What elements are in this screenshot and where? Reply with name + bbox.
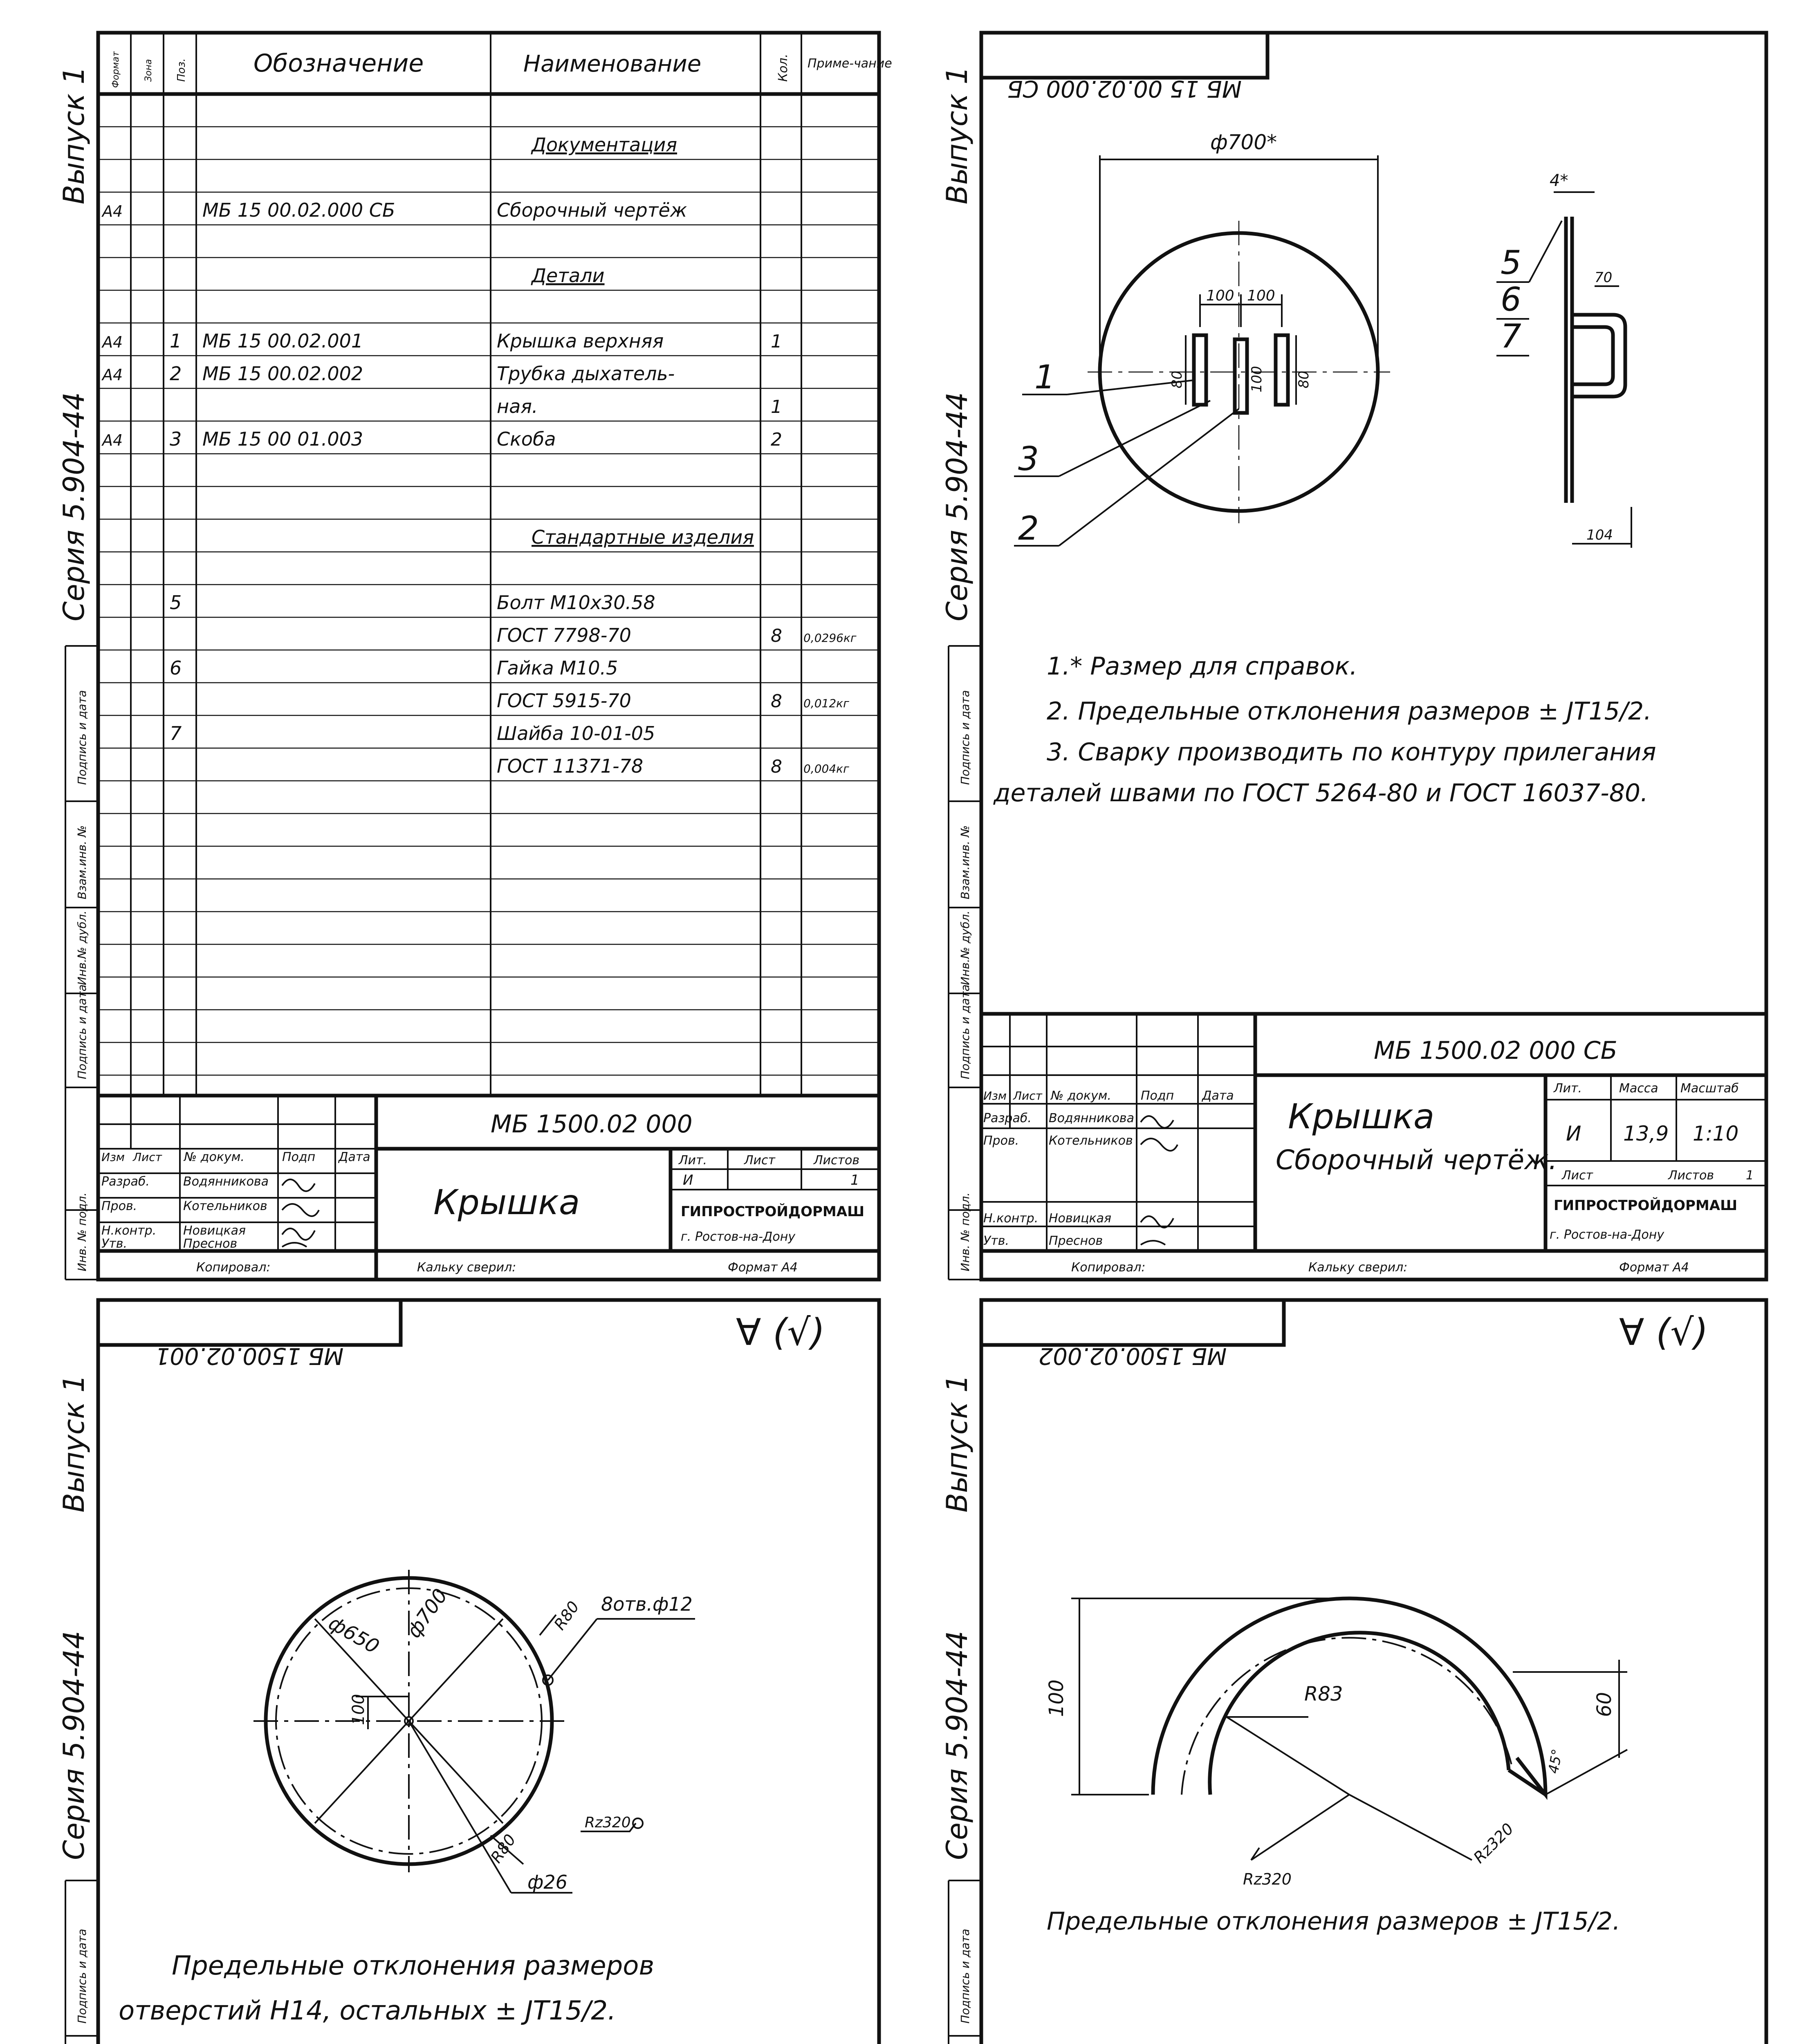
s2-callout-2: 2: [1018, 509, 1039, 547]
tb1-format: Формат А4: [728, 1260, 798, 1275]
spec-name-cell: Шайба 10-01-05: [497, 722, 655, 744]
spec-name-cell: Документация: [532, 134, 677, 156]
sheet-specification: [57, 33, 892, 1280]
s4-side-series: Серия 5.904-44: [940, 1631, 974, 1860]
spec-designation-cell: МБ 15 00.02.001: [202, 330, 363, 352]
tb1-utv-name: Преснов: [183, 1237, 238, 1251]
s2-centerlines: [1088, 221, 1390, 523]
spec-note-cell: 0,004кг: [803, 762, 849, 775]
spec-name-cell: ГОСТ 11371-78: [497, 755, 644, 777]
tb1-nkontr: Н.контр.: [101, 1224, 157, 1238]
s4-rz-1: Rz320: [1243, 1870, 1292, 1888]
s2-dim-4: 4*: [1550, 171, 1568, 190]
tb2-listov-label: Листов: [1668, 1168, 1714, 1183]
spec-qty-cell: 8: [771, 625, 782, 646]
tb2-lim-label: Лит.: [1554, 1081, 1582, 1096]
s2-side-view: [1566, 217, 1625, 503]
spec-qty-cell: 1: [771, 331, 782, 352]
tb2-signatures: [1141, 1116, 1178, 1245]
tb2-list-label: Лист: [1562, 1168, 1593, 1183]
tb2-listov-value: 1: [1746, 1168, 1754, 1183]
s3-side-podpis: Подпись и дата: [75, 1929, 89, 2024]
tb2-utv-name: Преснов: [1049, 1234, 1103, 1248]
s4-angle-45: 45°: [1545, 1748, 1566, 1775]
tb1-copied: Копировал:: [196, 1260, 271, 1275]
s2-side-series: Серия 5.904-44: [940, 392, 974, 621]
tb2-razrab-name: Водянникова: [1049, 1111, 1134, 1125]
spec-format-cell: А4: [102, 431, 123, 449]
s3-side-series: Серия 5.904-44: [57, 1631, 91, 1860]
spec-name-cell: Болт М10х30.58: [497, 592, 655, 614]
spec-name-cell: Стандартные изделия: [532, 526, 754, 548]
side-podl-label: Инв. № подл.: [75, 1192, 89, 1271]
s2-dim-100b: 100: [1247, 287, 1275, 304]
tb2-massa-label: Масса: [1619, 1081, 1658, 1096]
spec-designation-cell: МБ 15 00.02.000 СБ: [202, 199, 395, 221]
s2-callout-3: 3: [1018, 440, 1039, 478]
tb1-doc-number: МБ 1500.02 000: [491, 1110, 693, 1139]
s3-note-2: отверстий Н14, остальных ± JT15/2.: [119, 1996, 616, 2026]
s2-dim-100c: 100: [1249, 366, 1265, 392]
spec-name-cell: Трубка дыхатель-: [497, 363, 675, 385]
s2-side-issue: Выпуск 1: [940, 66, 974, 204]
tb1-ndokum: № докум.: [184, 1150, 245, 1164]
s2-side-podl: Инв. № подл.: [958, 1192, 972, 1271]
tb1-utv: Утв.: [101, 1237, 127, 1251]
tb1-listov-value: 1: [850, 1172, 859, 1188]
spec-designation-cell: МБ 15 00 01.003: [202, 428, 363, 450]
tb2-nkontr-name: Новицкая: [1049, 1211, 1112, 1226]
tb2-format: Формат А4: [1619, 1260, 1689, 1275]
s2-callout-7: 7: [1501, 317, 1521, 355]
col-zone-header: Зона: [144, 59, 154, 82]
tb2-copied: Копировал:: [1071, 1260, 1146, 1275]
s4-side-podpis: Подпись и дата: [958, 1929, 972, 2024]
col-designation-header: Обозначение: [253, 49, 424, 78]
s3-dim-100: 100: [349, 1694, 368, 1725]
s2-dim-70: 70: [1595, 269, 1613, 286]
spec-name-cell: ГОСТ 5915-70: [497, 690, 631, 712]
s2-dim-104: 104: [1586, 527, 1613, 543]
s4-dim-60: 60: [1593, 1692, 1616, 1717]
s2-note-2: 2. Предельные отклонения размеров ± JT15/2.: [1047, 697, 1652, 726]
spec-name-cell: Гайка М10.5: [497, 657, 618, 679]
spec-note-cell: 0,012кг: [803, 697, 849, 710]
spec-qty-cell: 8: [771, 756, 782, 777]
tb2-razrab: Разраб.: [983, 1111, 1032, 1125]
spec-qty-cell: 8: [771, 691, 782, 712]
side-vzam-label: Взам.инв. №: [75, 825, 89, 899]
spec-pos-cell: 3: [170, 428, 182, 450]
tb1-listov-label: Листов: [814, 1153, 860, 1168]
tb2-lit-value: И: [1566, 1122, 1581, 1145]
s2-side-vzam: Взам.инв. №: [958, 825, 972, 899]
tb2-title-1: Крышка: [1288, 1096, 1435, 1136]
tb2-org: ГИПРОСТРОЙДОРМАШ: [1554, 1197, 1738, 1214]
tb2-scale-value: 1:10: [1693, 1122, 1739, 1145]
sheet-breather-tube: [940, 1300, 1766, 2044]
spec-designation-cell: МБ 15 00.02.002: [202, 363, 363, 385]
spec-name-cell: Скоба: [497, 428, 556, 450]
tb2-data: Дата: [1202, 1089, 1234, 1103]
spec-pos-cell: 6: [170, 657, 182, 679]
s2-dim-100a: 100: [1206, 287, 1234, 304]
spec-pos-cell: 5: [170, 592, 182, 614]
side-dubl-label: Инв.№ дубл.: [75, 910, 89, 985]
s4-stamp-top: МБ 1500.02.002: [1038, 1342, 1227, 1369]
tb1-title: Крышка: [433, 1182, 580, 1222]
spec-pos-cell: 1: [170, 330, 182, 352]
s3-dim-r80b: R80: [487, 1831, 520, 1867]
tb1-list: Лист: [133, 1150, 162, 1164]
spec-format-cell: А4: [102, 366, 123, 384]
tb2-prov-name: Котельников: [1049, 1134, 1133, 1148]
tb2-ndokum: № докум.: [1051, 1089, 1111, 1103]
s2-callout-5: 5: [1501, 244, 1521, 282]
s3-rz: Rz320: [585, 1814, 631, 1831]
s2-dim-80a: 80: [1169, 370, 1185, 388]
tb2-title-2: Сборочный чертёж.: [1276, 1144, 1557, 1176]
tb2-nkontr: Н.контр.: [983, 1211, 1039, 1226]
spec-name-cell: Сборочный чертёж: [497, 199, 687, 221]
col-note-header: Приме-чание: [808, 56, 892, 71]
s4-note: Предельные отклонения размеров ± JT15/2.: [1047, 1907, 1620, 1936]
s2-callout-6: 6: [1501, 280, 1521, 318]
spec-name-cell: Крышка верхняя: [497, 330, 664, 352]
s3-dim-700: ф700: [402, 1585, 452, 1642]
tb2-list: Лист: [1013, 1089, 1042, 1103]
s2-note-3: 3. Сварку производить по контуру прилегания: [1047, 738, 1656, 766]
tb1-org: ГИПРОСТРОЙДОРМАШ: [681, 1204, 865, 1220]
tb1-izm: Изм: [101, 1150, 125, 1164]
spec-qty-cell: 1: [771, 397, 782, 417]
s4-surface-symbol: ∀ (√): [1619, 1311, 1708, 1354]
tb1-checked: Кальку сверил:: [417, 1260, 516, 1275]
s4-side-issue: Выпуск 1: [940, 1374, 974, 1513]
tb2-prov: Пров.: [983, 1134, 1019, 1148]
tb1-nkontr-name: Новицкая: [183, 1224, 246, 1238]
s2-side-dubl: Инв.№ дубл.: [958, 910, 972, 985]
col-format-header: Формат: [111, 51, 121, 88]
tb1-signatures: [282, 1179, 319, 1247]
spec-format-cell: А4: [102, 333, 123, 351]
s2-side-podpis-2: Подпись и дата: [958, 984, 972, 1079]
tb1-city: г. Ростов-на-Дону: [681, 1230, 796, 1244]
s4-tube-inner: [1210, 1633, 1509, 1795]
col-qty-header: Кол.: [776, 54, 790, 82]
s2-stamp-top: МБ 15 00.02.000 СБ: [1007, 75, 1242, 102]
s3-note-1: Предельные отклонения размеров: [172, 1951, 655, 1981]
spec-name-cell: ная.: [497, 395, 538, 417]
s3-dim-holes: 8отв.ф12: [601, 1593, 693, 1615]
s3-dim-650: ф650: [325, 1611, 383, 1659]
spec-format-cell: А4: [102, 202, 123, 220]
s3-side-issue: Выпуск 1: [57, 1374, 91, 1513]
tb1-lim-label: Лит.: [679, 1153, 707, 1168]
spec-name-cell: Детали: [532, 264, 605, 287]
tb1-podp: Подп: [282, 1150, 316, 1164]
s4-rz-2: Rz320: [1470, 1820, 1517, 1867]
tb1-razrab: Разраб.: [101, 1174, 150, 1189]
tb2-utv: Утв.: [983, 1234, 1009, 1248]
tb2-city: г. Ростов-на-Дону: [1550, 1228, 1664, 1242]
col-pos-header: Поз.: [175, 58, 188, 82]
tb1-razrab-name: Водянникова: [183, 1174, 269, 1189]
s3-stamp-top: МБ 1500.02.001: [155, 1342, 344, 1369]
tb1-prov-name: Котельников: [183, 1199, 267, 1213]
s3-surface-symbol: ∀ (√): [736, 1311, 825, 1354]
s4-dim-100: 100: [1045, 1679, 1068, 1717]
side-podpis-label: Подпись и дата: [75, 690, 89, 785]
tb1-list-label: Лист: [744, 1153, 776, 1168]
col-name-header: Наименование: [523, 51, 702, 77]
s4-dim-r83: R83: [1304, 1683, 1343, 1706]
tb2-doc-number: МБ 1500.02 000 СБ: [1374, 1036, 1617, 1065]
spec-pos-cell: 7: [170, 722, 182, 744]
spec-qty-cell: 2: [771, 429, 782, 450]
s2-side-podpis: Подпись и дата: [958, 690, 972, 785]
spec-name-cell: ГОСТ 7798-70: [497, 624, 631, 646]
tb2-checked: Кальку сверил:: [1308, 1260, 1408, 1275]
s2-dim-80b: 80: [1296, 370, 1312, 388]
tb2-masshtab-label: Масштаб: [1680, 1081, 1739, 1096]
tb1-data: Дата: [339, 1150, 370, 1164]
spec-pos-cell: 2: [170, 363, 182, 385]
s3-dim-r80a: R80: [550, 1598, 583, 1634]
spec-note-cell: 0,0296кг: [803, 631, 857, 645]
tb2-mass-value: 13,9: [1623, 1122, 1669, 1145]
tb1-lit-value: И: [683, 1172, 693, 1188]
side-series-label: Серия 5.904-44: [57, 392, 91, 621]
tb2-podp: Подп: [1141, 1089, 1174, 1103]
s2-callout-1: 1: [1034, 358, 1055, 396]
s2-note-1: 1.* Размер для справок.: [1047, 652, 1357, 681]
s3-dim-26: ф26: [527, 1871, 568, 1893]
sheet-cover-detail: [47, 1300, 879, 2044]
sheet-assembly: [940, 33, 1766, 1280]
side-podpis-label-2: Подпись и дата: [75, 984, 89, 1079]
side-issue-label: Выпуск 1: [57, 66, 91, 204]
tb1-prov: Пров.: [101, 1199, 137, 1213]
s2-note-4: деталей швами по ГОСТ 5264-80 и ГОСТ 16037-80.: [994, 779, 1649, 807]
tb2-izm: Изм: [983, 1089, 1007, 1103]
s2-dim-700: ф700*: [1210, 130, 1277, 154]
